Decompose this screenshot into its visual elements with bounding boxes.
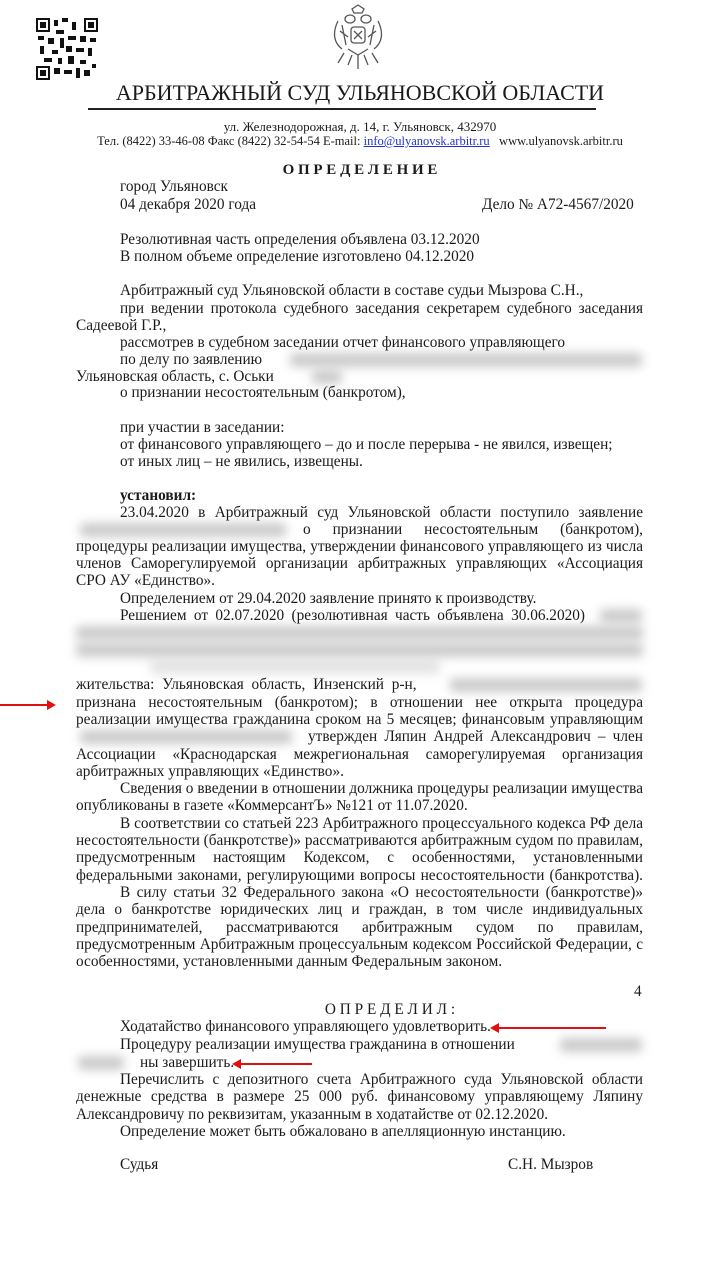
redacted-text bbox=[560, 1038, 642, 1052]
composition-line: Садеевой Г.Р., bbox=[76, 317, 167, 334]
established-line: Решением от 02.07.2020 (резолютивная часть объявлена 30.06.2020) bbox=[120, 607, 585, 624]
court-address: ул. Железнодорожная, д. 14, г. Ульяновск, 432970 bbox=[223, 119, 497, 134]
red-arrow-icon bbox=[0, 704, 48, 706]
ruling-line: денежные средства в размере 25 000 руб. финансовому управляющему Ляпину bbox=[76, 1088, 643, 1105]
established-line: В соответствии со статьей 223 Арбитражного процессуального кодекса РФ дела bbox=[120, 815, 643, 832]
coat-of-arms-emblem bbox=[330, 3, 386, 71]
redacted-text bbox=[450, 678, 642, 692]
city: город Ульяновск bbox=[120, 178, 228, 195]
established-line: 23.04.2020 в Арбитражный суд Ульяновской области поступило заявление bbox=[120, 504, 643, 521]
redacted-text bbox=[78, 1056, 124, 1070]
ruling-title: О П Р Е Д Е Л И Л : bbox=[324, 1001, 456, 1018]
established-line: предусмотренным настоящим Кодексом, с особенностями, установленными bbox=[76, 849, 643, 866]
redacted-text bbox=[80, 730, 292, 744]
established-line: СРО АУ «Единство». bbox=[76, 572, 215, 589]
redacted-text bbox=[312, 370, 342, 384]
intro-line: В полном объеме определение изготовлено 04.12.2020 bbox=[120, 248, 475, 265]
established-line: предусмотренным Арбитражным процессуальным кодексом Российской Федерации, с bbox=[76, 936, 643, 953]
case-number: Дело № А72-4567/2020 bbox=[482, 196, 634, 213]
court-name: АРБИТРАЖНЫЙ СУД УЛЬЯНОВСКОЙ ОБЛАСТИ bbox=[115, 80, 605, 105]
established-line: Определением от 29.04.2020 заявление принято к производству. bbox=[120, 590, 537, 607]
tel-fax-text: Тел. (8422) 33-46-08 Факс (8422) 32-54-54 E-mail: bbox=[97, 134, 364, 148]
email-link[interactable]: info@ulyanovsk.arbitr.ru bbox=[363, 134, 490, 148]
established-line: Сведения о введении в отношении должника процедуры реализации имущества bbox=[120, 780, 643, 797]
established-line: В силу статьи 32 Федерального закона «О несостоятельности (банкротстве)» bbox=[120, 884, 643, 901]
ruling-line: Александровичу по реквизитам, указанным в ходатайстве от 02.12.2020. bbox=[76, 1106, 549, 1123]
composition-line: Арбитражный суд Ульяновской области в составе судьи Мызрова С.Н., bbox=[120, 282, 584, 299]
document-date: 04 декабря 2020 года bbox=[120, 196, 257, 213]
redacted-text bbox=[76, 643, 643, 657]
participation-line: при участии в заседании: bbox=[120, 419, 285, 436]
signature-title: Судья bbox=[120, 1156, 159, 1173]
redacted-text bbox=[76, 626, 643, 640]
redacted-text bbox=[600, 609, 642, 623]
composition-line: по делу по заявлению bbox=[120, 351, 263, 368]
redacted-text bbox=[290, 353, 642, 367]
composition-line: о признании несостоятельным (банкротом), bbox=[120, 384, 406, 401]
participation-line: от финансового управляющего – до и после перерыва - не явился, извещен; bbox=[120, 436, 613, 453]
website-text: www.ulyanovsk.arbitr.ru bbox=[499, 134, 623, 148]
red-arrow-icon bbox=[498, 1027, 606, 1029]
established-line: арбитражных управляющих «Единство». bbox=[76, 763, 344, 780]
established-line: предпринимателей, рассматриваются арбитражным судом по правилам, bbox=[76, 919, 643, 936]
established-line: несостоятельности (банкротстве)» рассматриваются арбитражным судом по правилам, bbox=[76, 832, 643, 849]
composition-line: при ведении протокола судебного заседания секретарем судебного заседания bbox=[120, 300, 643, 317]
court-contacts bbox=[0, 133, 720, 150]
established-line: реализации имущества гражданина сроком на 5 месяцев; финансовым управляющим bbox=[76, 711, 643, 728]
established-line: о признании несостоятельным (банкротом), bbox=[303, 521, 643, 538]
red-arrow-icon bbox=[240, 1063, 312, 1065]
ruling-line: Ходатайство финансового управляющего удовлетворить. bbox=[120, 1018, 491, 1035]
established-line: опубликованы в газете «КоммерсантЪ» №121 от 11.07.2020. bbox=[76, 797, 468, 814]
established-line: дела о банкротстве юридических лиц и граждан, в том числе индивидуальных bbox=[76, 901, 643, 918]
signature-name: С.Н. Мызров bbox=[508, 1156, 594, 1173]
established-line: процедуры реализации имущества, утверждении финансового управляющего из числа bbox=[76, 538, 643, 555]
intro-line: Резолютивная часть определения объявлена 03.12.2020 bbox=[120, 231, 480, 248]
ruling-line: ны завершить. bbox=[140, 1054, 235, 1071]
established-line: жительства: Ульяновская область, Инзенский р-н, bbox=[76, 676, 417, 693]
composition-line: Ульяновская область, с. Оськи bbox=[76, 368, 274, 385]
ruling-line: Процедуру реализации имущества гражданина в отношении bbox=[120, 1036, 515, 1053]
established-line: особенностями, установленными данным Федеральным законом. bbox=[76, 953, 503, 970]
ruling-line: Определение может быть обжаловано в апелляционную инстанцию. bbox=[120, 1123, 566, 1140]
redacted-text bbox=[80, 523, 286, 537]
established-line: утвержден Ляпин Андрей Александрович – член bbox=[308, 728, 643, 745]
qr-code bbox=[36, 18, 98, 80]
document-title: О П Р Е Д Е Л Е Н И Е bbox=[282, 162, 438, 178]
ruling-line: Перечислить с депозитного счета Арбитражного суда Ульяновской области bbox=[120, 1071, 643, 1088]
participation-line: от иных лиц – не явились, извещены. bbox=[120, 453, 363, 470]
established-line: членов Саморегулируемой организации арбитражных управляющих «Ассоциация bbox=[76, 555, 643, 572]
established-line: признана несостоятельным (банкротом); в отношении нее открыта процедура bbox=[76, 694, 643, 711]
page-number: 4 bbox=[634, 983, 642, 1000]
composition-line: рассмотрев в судебном заседании отчет финансового управляющего bbox=[120, 334, 566, 351]
established-heading: установил: bbox=[120, 487, 197, 504]
established-line: Ассоциации «Краснодарская межрегиональная саморегулируемая организация bbox=[76, 746, 643, 763]
established-line: федеральными законами, регулирующими вопросы несостоятельности (банкротства). bbox=[76, 867, 643, 884]
header-divider bbox=[88, 108, 596, 110]
redacted-text bbox=[150, 660, 440, 674]
